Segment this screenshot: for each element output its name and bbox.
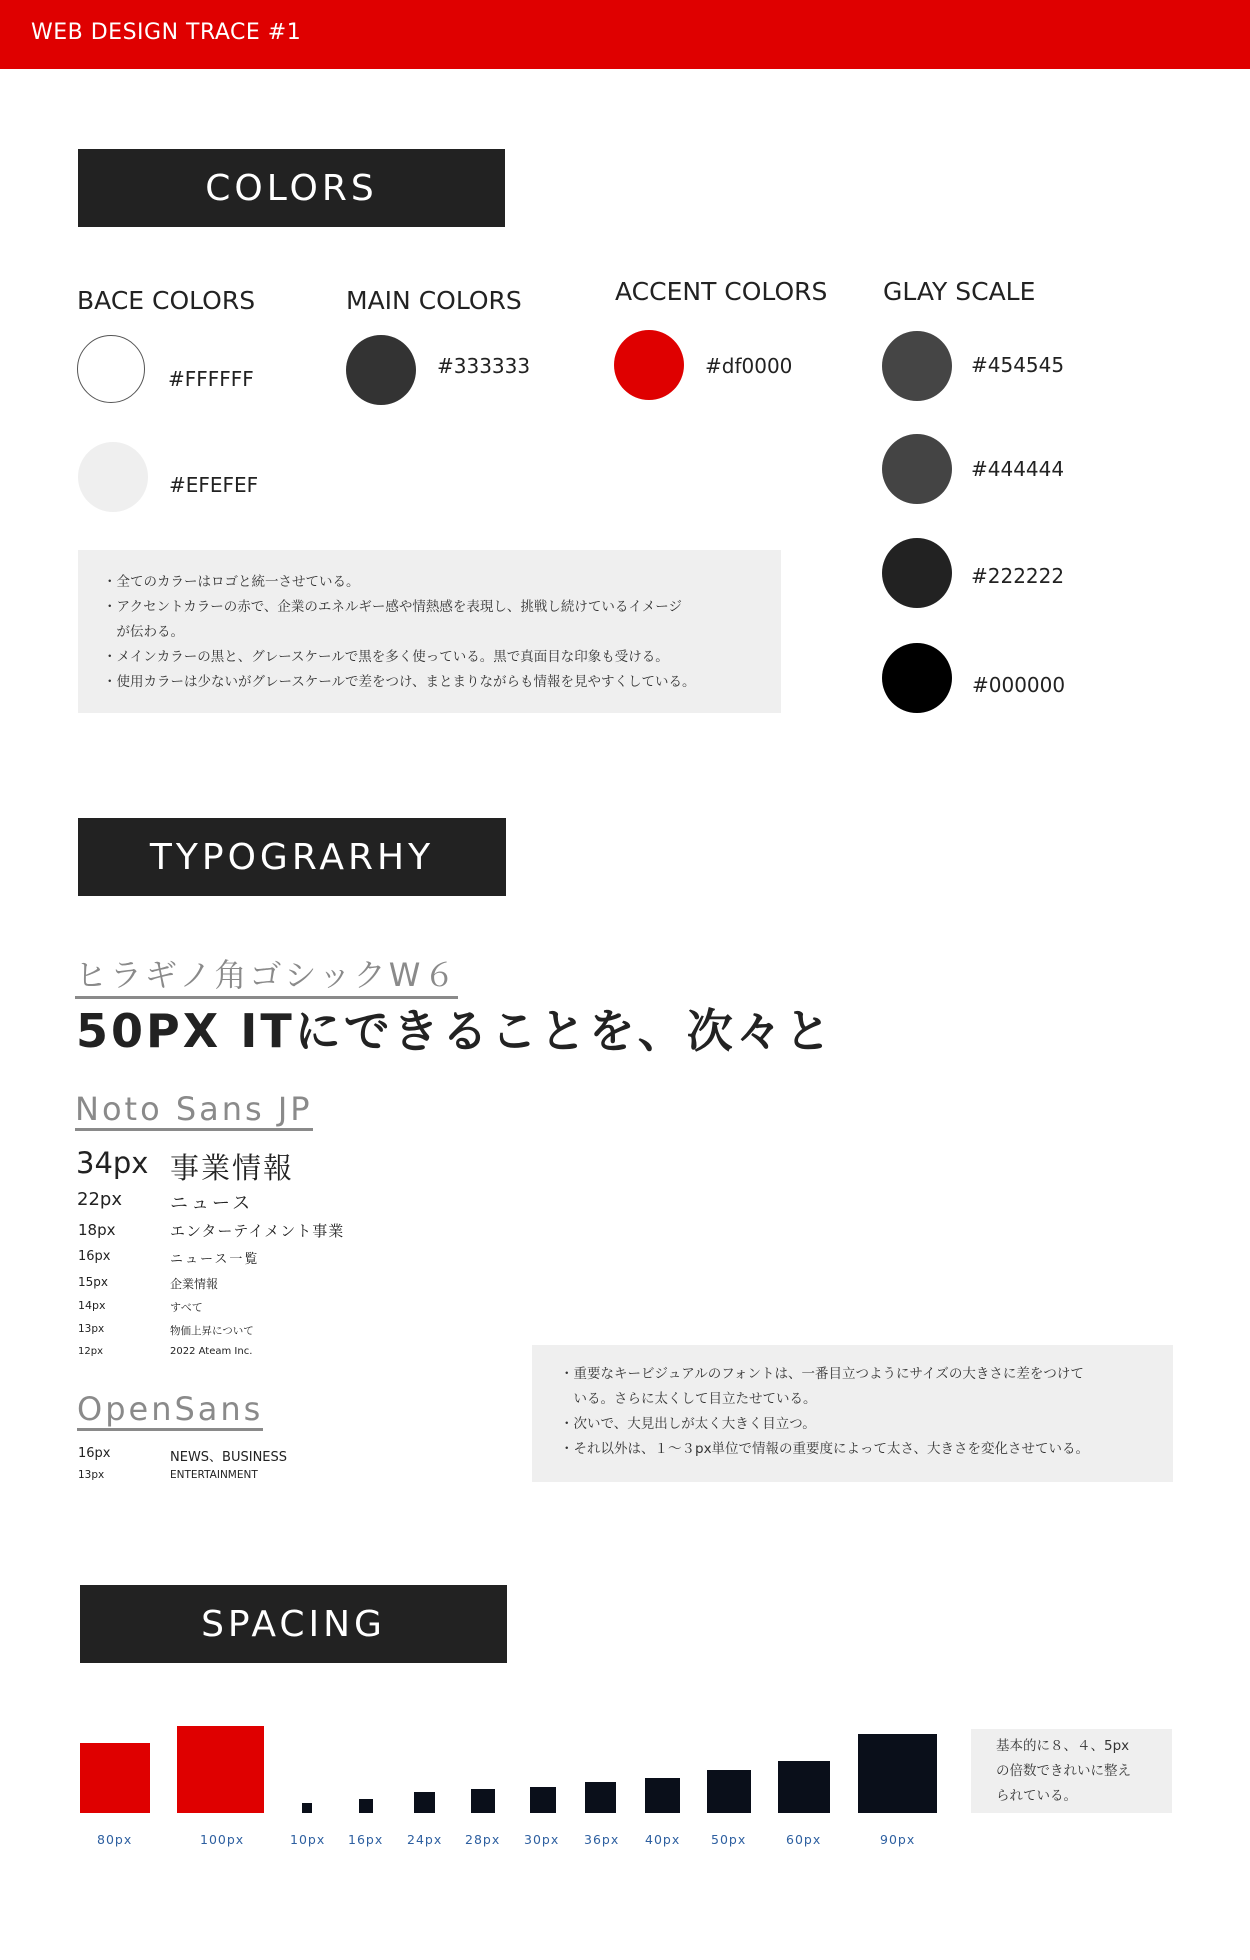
hex-label-df0000: #df0000 (705, 354, 793, 378)
colors-note-line: ・メインカラーの黒と、グレースケールで黒を多く使っている。黒で真面目な印象も受ける。 (103, 649, 669, 665)
hex-label-ffffff: #FFFFFF (168, 367, 254, 391)
spacing-swatch-30 (530, 1787, 556, 1813)
opensans-text-16: NEWS、BUSINESS (170, 1450, 288, 1465)
noto-size-18: 18px (78, 1221, 116, 1239)
spacing-label-30: 30px (524, 1832, 560, 1847)
spacing-label-16: 16px (348, 1832, 384, 1847)
typography-note-line: いる。さらに太くして目立たせている。 (560, 1391, 817, 1407)
colors-note-line: ・アクセントカラーの赤で、企業のエネルギー感や情熱感を表現し、挑戦し続けているイメージ (103, 599, 683, 615)
noto-text-15: 企業情報 (170, 1277, 219, 1291)
colors-notes-box (78, 550, 781, 713)
swatch-454545 (882, 331, 952, 401)
swatch-df0000 (614, 330, 684, 400)
noto-size-34: 34px (76, 1146, 149, 1180)
spacing-label-40: 40px (645, 1832, 681, 1847)
noto-text-14: すべて (170, 1301, 203, 1314)
gray-scale-label: GLAY SCALE (883, 277, 1036, 306)
spacing-swatch-10 (302, 1803, 312, 1813)
noto-text-13: 物価上昇について (170, 1325, 254, 1337)
spacing-swatch-90 (858, 1734, 937, 1813)
colors-note-line: が伝わる。 (103, 624, 184, 640)
noto-text-12: 2022 Ateam Inc. (170, 1346, 253, 1357)
noto-size-13: 13px (78, 1323, 105, 1335)
spacing-swatch-100 (177, 1726, 264, 1813)
typography-notes-box (532, 1345, 1173, 1482)
spacing-label-10: 10px (290, 1832, 326, 1847)
noto-font-title: Noto Sans JP (75, 1090, 313, 1131)
spacing-swatch-16 (359, 1799, 373, 1813)
noto-text-34: 事業情報 (170, 1151, 295, 1185)
swatch-444444 (882, 434, 952, 504)
spacing-label-60: 60px (786, 1832, 822, 1847)
opensans-text-13: ENTERTAINMENT (170, 1469, 258, 1481)
colors-note-line: ・全てのカラーはロゴと統一させている。 (103, 574, 360, 590)
hex-label-454545: #454545 (971, 353, 1065, 377)
spacing-swatch-36 (585, 1782, 616, 1813)
spacing-notes-box (971, 1729, 1172, 1813)
noto-size-12: 12px (78, 1346, 103, 1357)
swatch-222222 (882, 538, 952, 608)
accent-colors-label: ACCENT COLORS (615, 277, 828, 306)
noto-text-16: ニュース一覧 (170, 1252, 260, 1267)
spacing-note-line: の倍数できれいに整え (996, 1763, 1131, 1779)
swatch-000000 (882, 643, 952, 713)
noto-size-22: 22px (77, 1189, 122, 1210)
swatch-333333 (346, 335, 416, 405)
spacing-label-28: 28px (465, 1832, 501, 1847)
noto-text-18: エンターテイメント事業 (170, 1222, 345, 1240)
colors-heading: COLORS (78, 149, 505, 227)
spacing-swatch-28 (471, 1789, 495, 1813)
base-colors-label: BACE COLORS (77, 286, 256, 315)
noto-size-16: 16px (78, 1249, 111, 1264)
spacing-swatch-80 (80, 1743, 150, 1813)
hex-label-222222: #222222 (971, 564, 1065, 588)
swatch-efefef (78, 442, 148, 512)
spacing-label-80: 80px (97, 1832, 133, 1847)
noto-size-14: 14px (78, 1299, 106, 1312)
spacing-note-line: られている。 (996, 1788, 1077, 1804)
hex-label-444444: #444444 (971, 457, 1065, 481)
noto-text-22: ニュース (170, 1193, 254, 1214)
spacing-swatch-50 (707, 1770, 751, 1813)
typography-note-line: ・次いで、大見出しが太く大きく目立つ。 (560, 1416, 816, 1432)
hex-label-000000: #000000 (972, 673, 1066, 697)
spacing-label-36: 36px (584, 1832, 620, 1847)
typography-heading: TYPOGRARHY (78, 818, 506, 896)
spacing-label-50: 50px (711, 1832, 747, 1847)
opensans-size-16: 16px (78, 1446, 111, 1461)
opensans-size-13: 13px (78, 1469, 105, 1481)
hex-label-efefef: #EFEFEF (169, 473, 259, 497)
main-colors-label: MAIN COLORS (346, 286, 522, 315)
noto-size-15: 15px (78, 1275, 108, 1289)
typography-note-line: ・重要なキービジュアルのフォントは、一番目立つようにサイズの大きさに差をつけて (560, 1366, 1084, 1382)
spacing-swatch-60 (778, 1761, 830, 1813)
swatch-ffffff (77, 335, 145, 403)
spacing-label-90: 90px (880, 1832, 916, 1847)
spacing-heading: SPACING (80, 1585, 507, 1663)
hex-label-333333: #333333 (437, 354, 531, 378)
typography-note-line: ・それ以外は、１〜３px単位で情報の重要度によって太さ、大きさを変化させている。 (560, 1441, 1090, 1457)
spacing-label-100: 100px (200, 1832, 245, 1847)
spacing-note-line: 基本的に８、４、5px (996, 1738, 1130, 1754)
colors-note-line: ・使用カラーは少ないがグレースケールで差をつけ、まとまりながらも情報を見やすくしている。 (103, 674, 696, 690)
hiragino-sample: 50PX ITにできることを、次々と (76, 1004, 834, 1058)
spacing-label-24: 24px (407, 1832, 443, 1847)
hiragino-font-title: ヒラギノ角ゴシックW６ (75, 950, 458, 999)
spacing-swatch-24 (414, 1792, 435, 1813)
opensans-font-title: OpenSans (77, 1390, 263, 1431)
page-title: WEB DESIGN TRACE #1 (31, 20, 302, 45)
spacing-swatch-40 (645, 1778, 680, 1813)
